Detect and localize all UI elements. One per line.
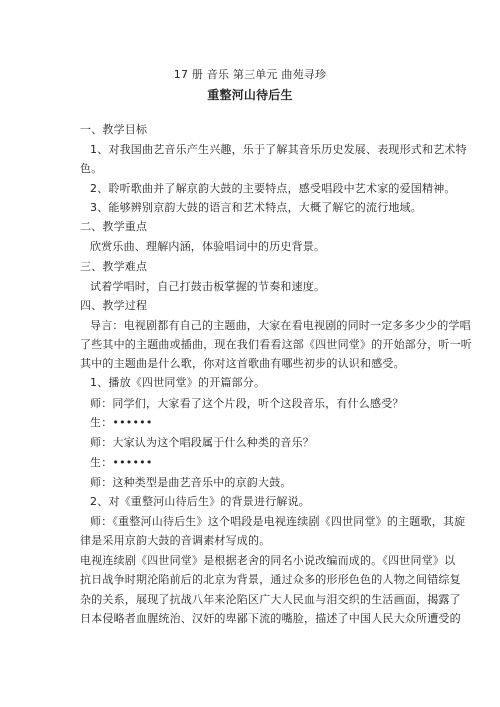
paragraph-line: 其中的主题曲是什么歌，你对这首歌曲有哪些初步的认识和感受。 [80, 357, 405, 370]
paragraph-line: 1、对我国曲艺音乐产生兴趣，乐于了解其音乐历史发展、表现形式和艺术特 [90, 143, 467, 156]
paragraph-line: 了些其中的主题曲或插曲，现在我们看看这部《四世同堂》的开始部分，听一听 [80, 338, 472, 351]
paragraph-line: 生：•••••• [90, 456, 153, 469]
paragraph-line: 师：同学们，大家看了这个片段，听个这段音乐，有什么感受？ [90, 397, 404, 410]
paragraph-line: 试着学唱时，自己打鼓击板掌握的节奏和速度。 [90, 280, 326, 293]
paragraph-line: 抗日战争时期沦陷前后的北京为背景，通过众多的形形色色的人物之间错综复 [80, 573, 461, 586]
paragraph-line: 3、能够辨别京韵大鼓的语言和艺术特点，大概了解它的流行地域。 [90, 201, 422, 214]
paragraph-line: 日本侵略者血腥统治、汉奸的卑鄙下流的嘴脸，描述了中国人民大众所遭受的 [80, 612, 461, 625]
section-heading-difficulties: 三、教学难点 [80, 260, 148, 273]
paragraph-line: 1、播放《四世同堂》的开篇部分。 [90, 376, 266, 389]
paragraph-line: 欣赏乐曲、理解内涵，体验唱词中的历史背景。 [90, 240, 326, 253]
paragraph-line: 师：大家认为这个唱段属于什么种类的音乐？ [90, 436, 314, 449]
paragraph-line: 2、对《重整河山待后生》的背景进行解说。 [90, 495, 310, 508]
section-heading-key-points: 二、教学重点 [80, 220, 148, 233]
paragraph-line: 电视连续剧《四世同堂》是根据老舍的同名小说改编而成的。《四世同堂》以 [80, 554, 456, 567]
paragraph-line: 师：这种类型是曲艺音乐中的京韵大鼓。 [90, 476, 292, 489]
section-heading-process: 四、教学过程 [80, 299, 148, 312]
paragraph-line: 律是采用京韵大鼓的音调素材写成的。 [80, 534, 271, 547]
paragraph-line: 生：•••••• [90, 416, 153, 429]
lesson-subtitle: 17 册 音乐 第三单元 曲苑寻珍 [173, 68, 327, 81]
section-heading-objectives: 一、教学目标 [80, 123, 148, 136]
lesson-title: 重整河山待后生 [207, 88, 293, 102]
paragraph-line: 杂的关系，展现了抗战八年来沦陷区广大人民血与泪交织的生活画面，揭露了 [80, 593, 461, 606]
paragraph-line: 导言：电视剧都有自己的主题曲，大家在看电视剧的同时一定多多少少的学唱 [90, 319, 471, 332]
paragraph-line: 2、聆听歌曲并了解京韵大鼓的主要特点，感受唱段中艺术家的爱国精神。 [90, 182, 456, 195]
paragraph-line: 色。 [80, 162, 103, 175]
paragraph-line: 师：《重整河山待后生》这个唱段是电视连续剧《四世同堂》的主题歌，其旋 [90, 515, 466, 528]
